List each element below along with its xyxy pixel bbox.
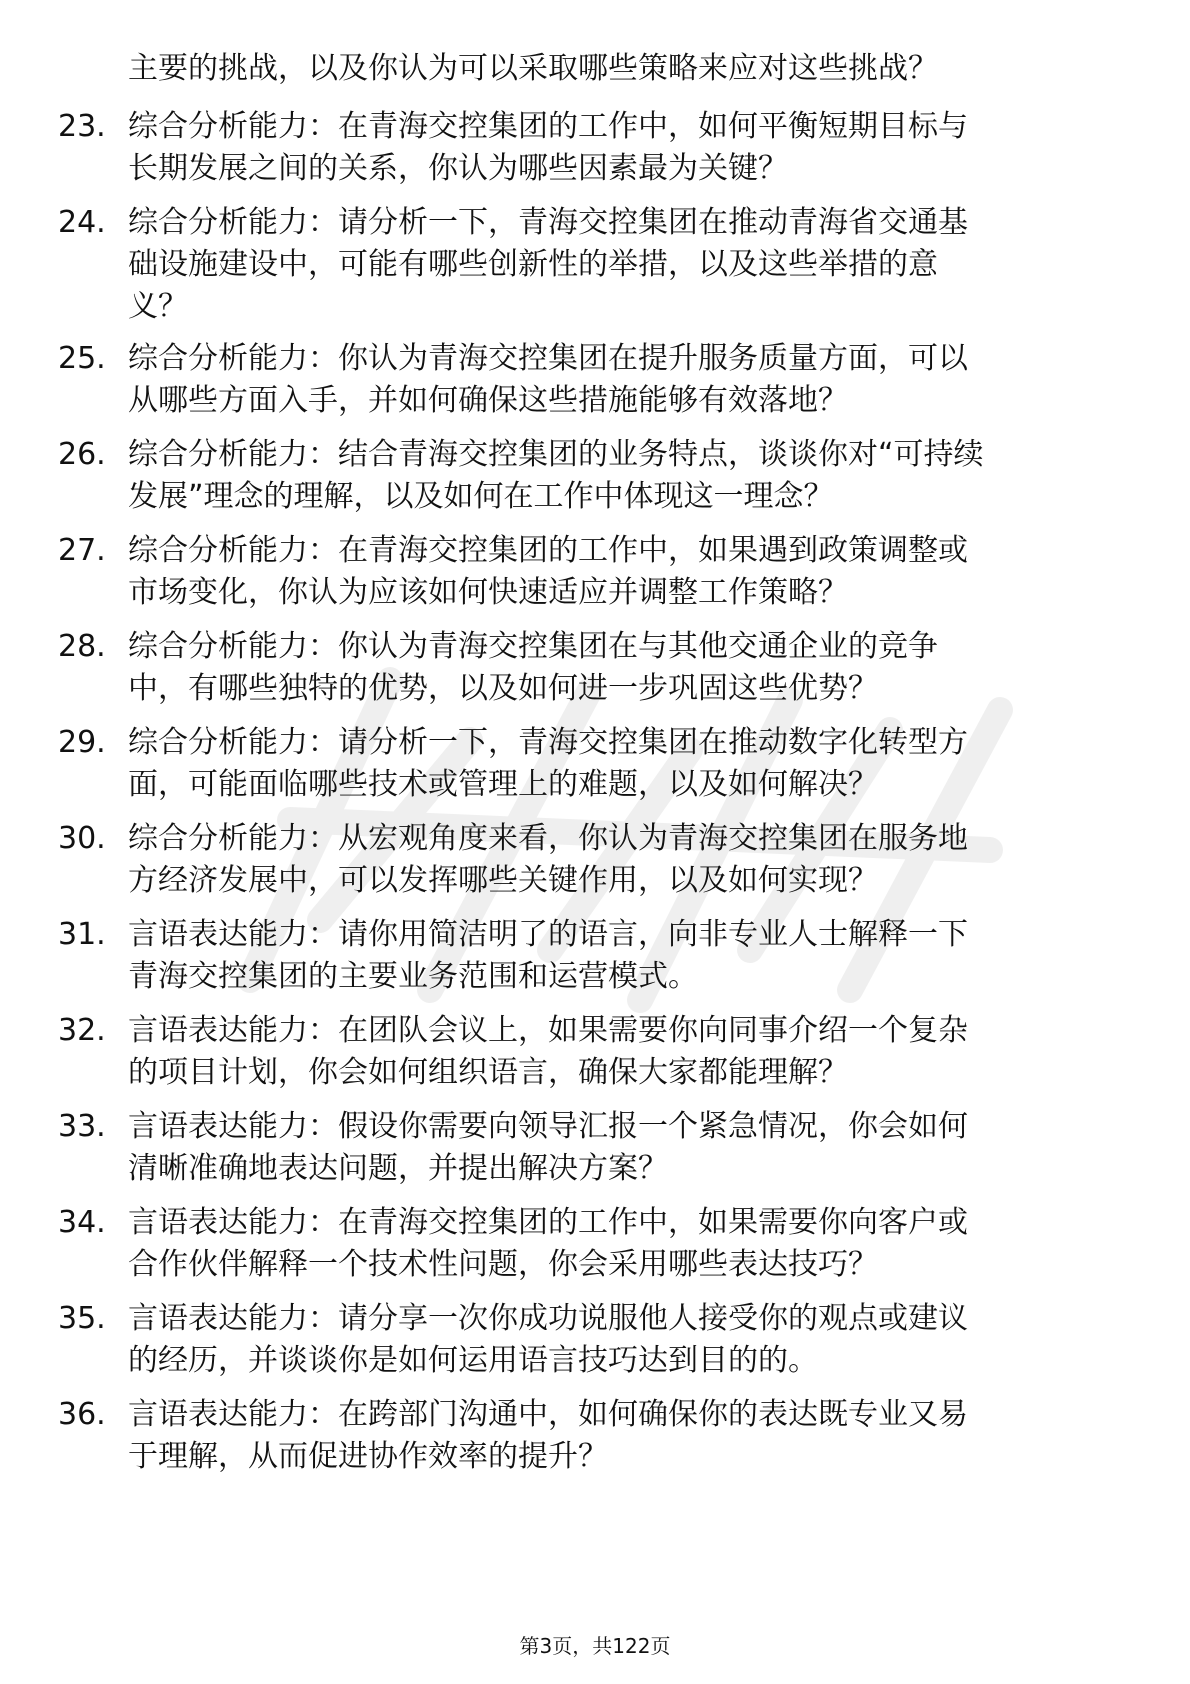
question-number: 34.	[58, 1205, 106, 1240]
question-text: 言语表达能力：在青海交控集团的工作中，如果需要你向客户或 合作伙伴解释一个技术性问题，你会采用哪些表达技巧？	[128, 1205, 968, 1282]
question-text: 综合分析能力：请分析一下，青海交控集团在推动数字化转型方 面，可能面临哪些技术或管理上的难题，以及如何解决？	[128, 725, 968, 802]
question-text: 综合分析能力：请分析一下，青海交控集团在推动青海省交通基 础设施建设中，可能有哪些创新性的举措，以及这些举措的意 义？	[128, 205, 968, 324]
question-number: 26.	[58, 437, 106, 472]
question-text: 综合分析能力：在青海交控集团的工作中，如果遇到政策调整或 市场变化，你认为应该如何快速适应并调整工作策略？	[128, 533, 968, 610]
question-text: 综合分析能力：你认为青海交控集团在与其他交通企业的竞争 中，有哪些独特的优势，以及如何进一步巩固这些优势？	[128, 629, 938, 706]
question-text: 言语表达能力：假设你需要向领导汇报一个紧急情况，你会如何 清晰准确地表达问题，并提出解决方案？	[128, 1109, 968, 1186]
question-number: 24.	[58, 205, 106, 240]
question-text: 综合分析能力：从宏观角度来看，你认为青海交控集团在服务地 方经济发展中，可以发挥哪些关键作用，以及如何实现？	[128, 821, 968, 898]
question-number: 33.	[58, 1109, 106, 1144]
question-number: 25.	[58, 341, 106, 376]
question-text: 综合分析能力：在青海交控集团的工作中，如何平衡短期目标与 长期发展之间的关系，你认为哪些因素最为关键？	[128, 109, 968, 186]
question-number: 28.	[58, 629, 106, 664]
question-number: 36.	[58, 1397, 106, 1432]
question-text: 综合分析能力：你认为青海交控集团在提升服务质量方面，可以 从哪些方面入手，并如何确保这些措施能够有效落地？	[128, 341, 968, 418]
question-text: 言语表达能力：在跨部门沟通中，如何确保你的表达既专业又易 于理解，从而促进协作效率的提升？	[128, 1397, 968, 1474]
question-number: 31.	[58, 917, 106, 952]
question-number: 32.	[58, 1013, 106, 1048]
question-number: 23.	[58, 109, 106, 144]
question-text: 言语表达能力：请分享一次你成功说服他人接受你的观点或建议 的经历，并谈谈你是如何运用语言技巧达到目的的。	[128, 1301, 968, 1378]
question-number: 35.	[58, 1301, 106, 1336]
question-number: 29.	[58, 725, 106, 760]
question-number: 27.	[58, 533, 106, 568]
question-text: 综合分析能力：结合青海交控集团的业务特点，谈谈你对“可持续 发展”理念的理解，以及如何在工作中体现这一理念？	[128, 437, 984, 514]
question-text: 言语表达能力：在团队会议上，如果需要你向同事介绍一个复杂 的项目计划，你会如何组织语言，确保大家都能理解？	[128, 1013, 968, 1090]
page-number-footer: 第3页，共122页	[519, 1634, 671, 1658]
question-number: 30.	[58, 821, 106, 856]
question-text: 言语表达能力：请你用简洁明了的语言，向非专业人士解释一下 青海交控集团的主要业务范围和运营模式。	[128, 917, 968, 994]
continuation-text: 主要的挑战，以及你认为可以采取哪些策略来应对这些挑战？	[128, 51, 938, 86]
